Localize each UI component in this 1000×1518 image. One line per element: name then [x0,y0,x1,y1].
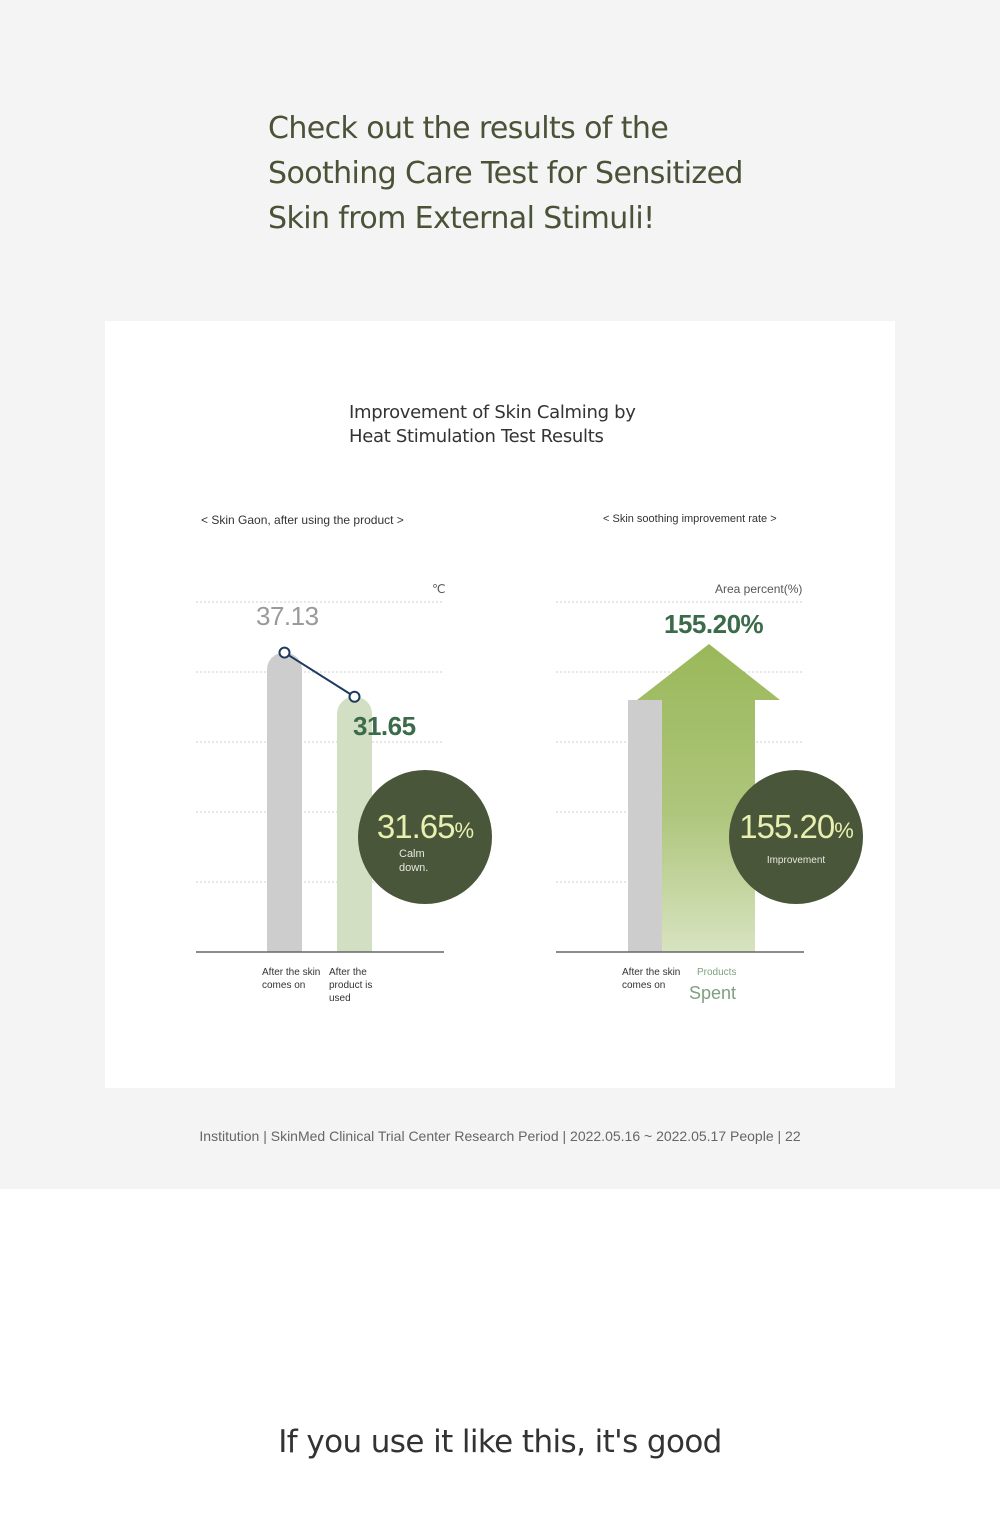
badge-calm-value: 31.65% [376,808,474,845]
x-label-spent: Spent [689,983,737,1003]
headline-line-2: Soothing Care Test for Sensitized [268,156,743,191]
badge-improvement-caption: Improvement [766,855,826,866]
bar-baseline-area [628,700,663,952]
value-label-155-20: 155.20% [664,609,764,639]
badge-calm-down [358,770,492,904]
right-chart-subtitle: < Skin soothing improvement rate > [603,513,777,525]
bar-after-skin-comes-on [267,653,302,952]
x-label-right-after-skin-comes-on: After the skin comes on [622,967,681,991]
badge-improvement [729,770,863,904]
bottom-tagline: If you use it like this, it's good [278,1424,722,1460]
source-footnote: Institution | SkinMed Clinical Trial Center Research Period | 2022.05.16 ~ 2022.05.17 People | 22 [199,1128,801,1144]
point-after-product-used [350,692,360,702]
badge-calm-caption: Calm down. [399,848,429,874]
x-label-products: Products [697,967,737,978]
left-chart-subtitle: < Skin Gaon, after using the product > [201,513,404,527]
x-label-after-skin-comes-on: After the skin comes on [262,967,321,991]
headline-line-1: Check out the results of the [268,111,669,146]
headline [268,106,828,241]
bar-base-0 [267,935,302,952]
badge-improvement-value: 155.20% [739,808,853,845]
card-title-line-2: Heat Stimulation Test Results [349,426,604,447]
card-title-line-1: Improvement of Skin Calming by [349,402,636,423]
value-label-31-65: 31.65 [353,711,416,741]
results-card [105,321,895,1088]
x-label-after-product-used: After the product is used [329,967,373,1004]
charts-svg [105,321,895,1088]
right-chart-unit: Area percent(%) [715,582,803,596]
left-chart-unit: ℃ [432,582,446,596]
bar-base-1 [337,935,372,952]
value-label-37-13: 37.13 [256,601,319,631]
point-after-skin-comes-on [280,648,290,658]
headline-line-3: Skin from External Stimuli! [268,201,655,236]
